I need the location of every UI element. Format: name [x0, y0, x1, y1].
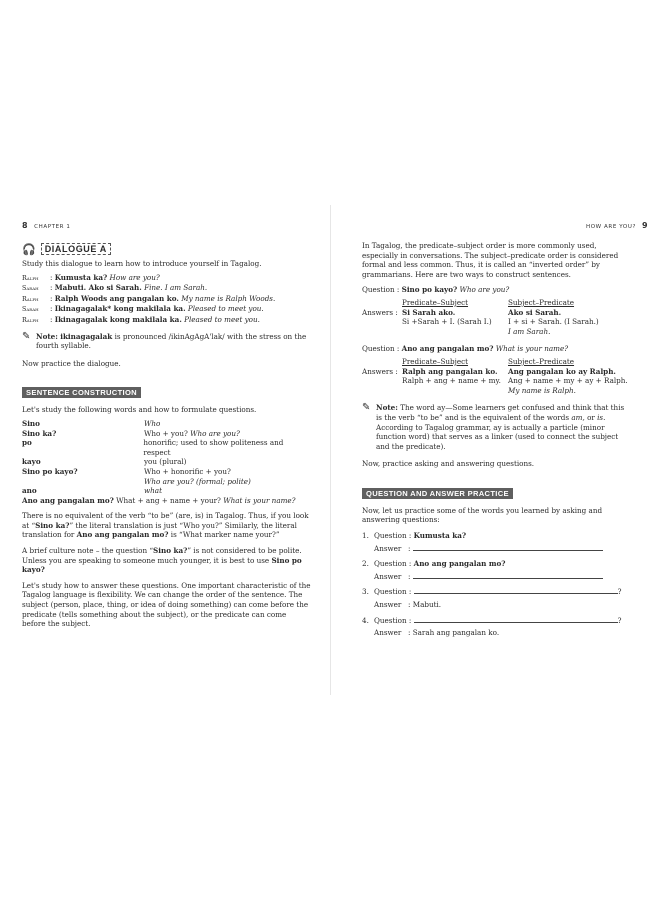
ano-line	[22, 496, 312, 506]
answer-sp-literal: Ang + name + my + ay + Ralph.	[508, 376, 628, 386]
pencil-note-icon: ✎	[362, 402, 371, 414]
predicate-subject-header: Predicate–Subject	[402, 356, 469, 366]
question-label: Question :	[374, 531, 412, 541]
note-text: or	[584, 412, 598, 422]
vocab-meaning: Who + honorific + you?	[144, 466, 231, 476]
note-term: ikinagagalak	[60, 331, 113, 341]
english-text: Pleased to meet you.	[184, 314, 260, 324]
answer-sp-translation: My name is Ralph.	[508, 385, 576, 395]
word-order-intro: In Tagalog, the predicate–subject order is more commonly used, especially in conversations. The subject–predicate order is considered formal and less common. Thus, it is called an “inverted order” by grammarians. Here are two ways to construct sentences.	[362, 241, 619, 279]
vocab-translation: Who are you?	[190, 428, 240, 438]
vocab-meaning: what	[144, 486, 162, 496]
vocab-word: Sino ka?	[22, 428, 57, 438]
vocab-row	[22, 486, 312, 496]
question-mark: ?	[617, 587, 622, 597]
dialogue-line: Ralph : Ikinagagalak kong makilala ka. Pleased to meet you.	[22, 314, 260, 324]
note-text: According to Tagalog grammar, ay is actually a particle (minor function word) that serves as a linker (used to connect the subject and the predicate).	[376, 422, 619, 451]
item-number: 1.	[362, 531, 369, 541]
vocab-meaning: you (plural)	[144, 457, 187, 467]
answer-text: Sarah ang pangalan ko.	[412, 628, 500, 638]
vocab-row	[22, 467, 312, 477]
english-text: Fine. I am Sarah.	[144, 283, 208, 293]
vocab-word: Sino po kayo?	[22, 466, 78, 476]
vocab-row	[22, 477, 312, 487]
answer-ps-literal: Si +Sarah + I. (Sarah I.)	[402, 317, 492, 327]
question-label: Question :	[374, 615, 412, 625]
sentence-construction-label: SENTENCE CONSTRUCTION	[22, 387, 141, 398]
para-bold: Sino po kayo?	[22, 555, 302, 575]
question-tagalog: Sino po kayo?	[401, 285, 458, 295]
note-label: Note:	[376, 403, 398, 413]
vocab-word: Sino	[22, 418, 40, 428]
dialogue-label: DIALOGUE A	[41, 243, 111, 255]
ano-literal: What + ang + name + your?	[116, 495, 221, 505]
note-text: The word ay—Some learners get confused and think that this is the verb “to be” and is the equivalent of the words	[376, 403, 625, 422]
question-tagalog: Ano ang pangalan mo?	[401, 344, 494, 354]
practice-line: Now practice the dialogue.	[22, 358, 121, 368]
speaker: Ralph	[22, 273, 39, 282]
question-blank[interactable]	[414, 616, 618, 623]
answer-ps: Ralph ang pangalan ko.	[402, 366, 498, 376]
english-text: How are you?	[109, 272, 160, 282]
right-page	[362, 241, 630, 638]
vocab-meaning: Who	[144, 418, 161, 428]
para-bold: Sino ka?	[153, 546, 188, 556]
answer-table-2	[362, 357, 630, 395]
qa-item: 2. Question : Ano ang pangalan mo? Answer :	[362, 559, 630, 581]
vocab-list	[22, 419, 312, 505]
answer-sp: Ang pangalan ko ay Ralph.	[508, 366, 616, 376]
para-text: A brief culture note – the question “	[22, 546, 154, 556]
qa-item: 3. Question : ? Answer : Mabuti.	[362, 587, 622, 610]
vocab-meaning: Who are you? (formal; polite)	[144, 476, 251, 486]
left-page	[22, 243, 312, 629]
question-text: Ano ang pangalan mo?	[413, 559, 506, 569]
right-page-number: 9	[642, 221, 649, 230]
tagalog-text: Ikinagagalak* kong makilala ka.	[54, 304, 186, 314]
question-english: What is your name?	[495, 344, 569, 354]
answers-label: Answers :	[362, 366, 398, 376]
question-label: Question :	[374, 559, 412, 569]
question-english: Who are you?	[459, 285, 510, 295]
note-label: Note:	[36, 331, 58, 341]
headphones-icon: 🎧	[22, 242, 36, 256]
note-text: is pronounced /ikinAgAgA'lak/ with the stress on the fourth syllable.	[36, 331, 307, 351]
ano-translation: What is your name?	[223, 495, 296, 505]
speaker: Ralph	[22, 315, 39, 324]
speaker: Sarah	[22, 305, 39, 314]
left-page-number: 8	[22, 221, 29, 230]
para-bold: Ano ang pangalan mo?	[76, 530, 169, 540]
chapter-label: CHAPTER 1	[34, 224, 71, 230]
to-be-paragraph	[22, 511, 312, 540]
question-label: Question :	[362, 285, 400, 295]
vocab-row	[22, 438, 312, 457]
chapter-title: HOW ARE YOU?	[586, 224, 636, 230]
answer-ps: Si Sarah ako.	[402, 307, 456, 317]
pencil-note-icon: ✎	[22, 330, 31, 342]
qa-item: 1. Question : Kumusta ka? Answer :	[362, 531, 630, 553]
tagalog-text: Ralph Woods ang pangalan ko.	[54, 293, 179, 303]
book-fold	[330, 205, 331, 695]
qa-practice-label: QUESTION AND ANSWER PRACTICE	[362, 488, 513, 499]
para-text: There is no equivalent of the verb “to be” (are, is) in Tagalog. Thus, if you look at “	[22, 511, 309, 530]
para-text: is “What marker name your?”	[168, 530, 280, 540]
answer-blank[interactable]	[413, 572, 603, 579]
note-word: am,	[571, 412, 585, 422]
dialogue-heading	[22, 243, 312, 255]
answer-sp: Ako si Sarah.	[508, 307, 562, 317]
tagalog-text: Ikinagagalak kong makilala ka.	[54, 314, 182, 324]
question-2	[362, 344, 630, 354]
vocab-word: ano	[22, 486, 37, 496]
question-1	[362, 285, 630, 295]
dialogue-line: Ralph : Kumusta ka? How are you?	[22, 272, 160, 282]
answer-ps-literal: Ralph + ang + name + my.	[402, 376, 501, 386]
speaker: Ralph	[22, 294, 39, 303]
culture-note-paragraph	[22, 546, 312, 575]
answers-label: Answers :	[362, 307, 398, 317]
qa-intro: Now, let us practice some of the words you learned by asking and answering questions:	[362, 505, 603, 525]
answer-sp-translation: I am Sarah.	[508, 326, 551, 336]
question-label: Question :	[374, 587, 412, 597]
vocab-word: kayo	[22, 457, 41, 467]
practice-line: Now, practice asking and answering questions.	[362, 459, 535, 469]
question-mark: ?	[617, 615, 622, 625]
question-label: Question :	[362, 344, 400, 354]
qa-list	[362, 531, 630, 638]
dialogue-line: Ralph : Ralph Woods ang pangalan ko. My name is Ralph Woods.	[22, 293, 276, 303]
vocab-meaning: honorific; used to show politeness and respect	[143, 438, 284, 457]
tagalog-text: Mabuti. Ako si Sarah.	[54, 283, 142, 293]
subject-predicate-header: Subject–Predicate	[508, 356, 575, 366]
item-number: 4.	[362, 615, 369, 625]
para-text: ” the literal translation is just “Who you?” Similarly, the literal translation for	[22, 520, 297, 540]
right-running-header	[586, 221, 648, 230]
qa-item: 4. Question : ? Answer : Sarah ang pangalan ko.	[362, 615, 622, 638]
dialogue-intro: Study this dialogue to learn how to introduce yourself in Tagalog.	[22, 259, 262, 268]
pronunciation-note	[22, 332, 312, 351]
answer-table-1	[362, 298, 630, 336]
predicate-subject-header: Predicate–Subject	[402, 297, 469, 307]
left-running-header	[22, 221, 71, 230]
answer-blank[interactable]	[413, 544, 603, 551]
item-number: 3.	[362, 587, 369, 597]
vocab-word	[22, 477, 144, 487]
dialogue-line: Sarah : Mabuti. Ako si Sarah. Fine. I am Sarah.	[22, 283, 208, 293]
para-bold: Sino ka?	[35, 520, 70, 530]
ay-note	[362, 403, 630, 451]
note-word: is.	[597, 412, 606, 422]
vocab-row	[22, 419, 312, 429]
question-text: Kumusta ka?	[413, 531, 467, 541]
answer-sp-literal: I + si + Sarah. (I Sarah.)	[508, 317, 599, 327]
answer-label: Answer	[374, 600, 402, 610]
question-blank[interactable]	[414, 587, 618, 594]
vocab-row	[22, 457, 312, 467]
dialogue-line: Sarah : Ikinagagalak* kong makilala ka. Pleased to meet you.	[22, 304, 264, 314]
subject-predicate-header: Subject–Predicate	[508, 297, 575, 307]
vocab-row	[22, 429, 312, 439]
answer-label: Answer	[374, 571, 402, 581]
vocab-word: po	[22, 438, 32, 448]
dialogue-lines	[22, 273, 312, 326]
vocab-meaning: Who + you?	[144, 428, 188, 438]
para-text: ” is not considered to be polite. Unless you are speaking to someone much younger, it is best to use	[22, 546, 302, 565]
answer-label: Answer	[374, 543, 402, 553]
english-text: Pleased to meet you.	[187, 304, 264, 314]
item-number: 2.	[362, 559, 369, 569]
ano-question: Ano ang pangalan mo?	[22, 495, 114, 505]
tagalog-text: Kumusta ka?	[54, 272, 108, 282]
answer-text: Mabuti.	[412, 600, 442, 610]
speaker: Sarah	[22, 284, 39, 293]
answer-label: Answer	[374, 628, 402, 638]
flexibility-paragraph: Let's study how to answer these questions. One important characteristic of the Tagalog language is flexibility. We can change the order of the sentence. The subject (person, place, thing, or idea of doing something) can come before the predicate (tells something about the subject), or the predicate can come before the subject.	[22, 580, 311, 629]
sc-intro: Let's study the following words and how to formulate questions.	[22, 405, 257, 415]
english-text: My name is Ralph Woods.	[181, 293, 276, 303]
